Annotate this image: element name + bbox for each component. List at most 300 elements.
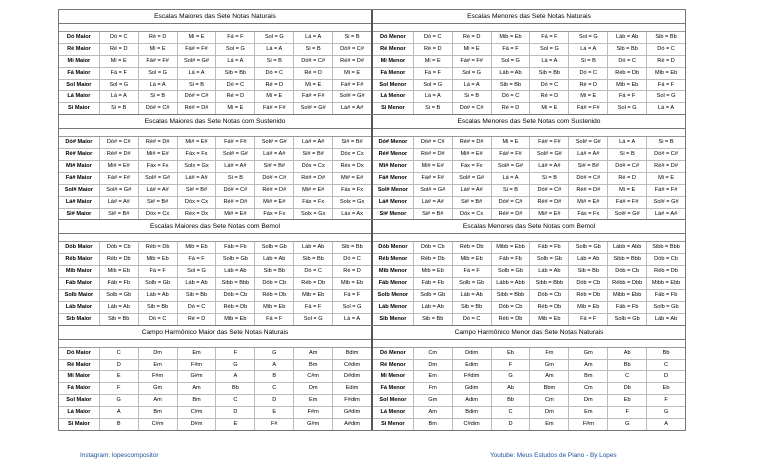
note-cell: Mibb = Ebb [651,280,681,287]
note-cell: Láb = Ab [255,254,294,265]
row-header-cell: Fáb Menor [373,278,414,289]
note-cell: Mib = Eb [340,280,364,287]
note-cell: Mib = Eb [294,290,333,301]
note-cell: C#m [178,407,217,418]
note-cell: Lá = A [255,44,294,55]
note-cell: Si = B [530,173,569,184]
note-cell: Fá = F [414,68,453,79]
note-cell: D [100,360,139,371]
table-row [373,173,685,185]
table-row [59,173,371,185]
note-cell: Sib = Bb [294,254,333,265]
note-cell: Solb = Gb [255,242,294,253]
row-header-cell: Si Menor [373,419,414,430]
note-cell: G [663,409,669,416]
note-cell: Sol# = G# [339,93,365,100]
table-title: Campo Harmônico Menor das Sete Notas Naturais [373,326,685,340]
note-cell: Fá = F [178,254,217,265]
note-cell: Dóx = Cx [340,151,364,158]
note-cell: Bm [569,371,608,382]
note-cell: Si = B [216,173,255,184]
note-cell: Mi# = E# [530,209,569,220]
note-cell: Sib = Bb [255,266,294,277]
note-cell: Sol = G [178,266,217,277]
note-cell: Lá = A [294,32,333,43]
spacer-row [373,234,685,242]
table-row [59,407,371,419]
note-cell: F [100,383,139,394]
note-cell: C [216,395,255,406]
note-cell: Lább = Abb [608,242,647,253]
row-header-cell: Lá Menor [373,91,414,102]
table-row [59,149,371,161]
table-row [59,266,371,278]
note-cell: Bbm [530,383,569,394]
note-cell: Fá = F [139,266,178,277]
note-cell: Réb = Db [100,254,139,265]
note-cell: Ré# = D# [492,209,531,220]
note-cell: Mi# = E# [178,137,217,148]
note-cell: Sol = G [255,32,294,43]
note-cell: Mi = E [100,56,139,67]
note-cell: Cm [414,348,453,359]
note-cell: Sol# = G# [216,149,255,160]
note-cell: Réb = Db [569,290,608,301]
note-cell: Mib = Eb [216,314,255,325]
note-cell: Dó# = C# [414,137,453,148]
row-header-cell: Lá Menor [373,407,414,418]
note-cell: Mi# = E# [294,185,333,196]
row-header-cell: Mib Maior [59,266,100,277]
note-cell: Ré = D [414,44,453,55]
note-cell: E [255,407,294,418]
note-cell: Lá# = A# [255,149,294,160]
note-cell: A [664,421,668,428]
note-cell: Mi# = E# [139,149,178,160]
table-row [59,348,371,360]
row-header-cell: Ré Maior [59,44,100,55]
note-cell: F#dim [344,397,360,404]
note-cell: C [664,361,669,368]
note-cell: Rébb = Dbb [608,278,647,289]
note-cell: Fá = F [492,44,531,55]
note-cell: Mi# = E# [453,149,492,160]
note-cell: Dó = C [453,314,492,325]
note-cell: Fáb = Fb [492,254,531,265]
note-cell: Mi# = E# [569,197,608,208]
row-header-cell: Mi# Maior [59,161,100,172]
row-header-cell: Sol# Menor [373,185,414,196]
note-cell: Solb = Gb [530,254,569,265]
note-cell: Lá = A [178,68,217,79]
table-row [373,254,685,266]
note-cell: Lá = A [608,137,647,148]
note-cell: Mib = Eb [100,266,139,277]
note-cell: Edim [345,385,359,392]
note-cell: Sol# = G# [294,103,333,114]
note-cell: Dób = Cb [654,256,678,263]
table-row [59,290,371,302]
note-cell: Lá = A [492,173,531,184]
note-cell: Si = B [178,80,217,91]
row-header-cell: Mi Maior [59,371,100,382]
table-row [59,360,371,372]
note-cell: E [100,371,139,382]
note-cell: Dóx = Cx [294,161,333,172]
note-cell: Lá# = A# [654,210,678,217]
note-cell: Mib = Eb [255,302,294,313]
note-cell: Ré# = D# [139,137,178,148]
note-cell: Fá# = F# [178,44,217,55]
note-cell: Láb = Ab [654,315,678,322]
note-cell: Mi = E [453,44,492,55]
note-cell: Sol = G [453,68,492,79]
note-cell: Fáx = Fx [178,149,217,160]
note-cell: Fá# = F# [216,137,255,148]
note-cell: Dó = C [657,45,675,52]
row-header-cell: Sol Maior [59,80,100,91]
table-row [373,185,685,197]
note-cell: Dó# = C# [178,91,217,102]
row-header-cell: Sol Menor [373,395,414,406]
note-cell: Solb = Gb [100,290,139,301]
table-title: Campo Harmônico Maior das Sete Notas Naturais [59,326,371,340]
note-cell: Mi# = E# [340,174,364,181]
table-row [373,360,685,372]
note-cell: Dó# = C# [654,151,678,158]
note-cell: Láb = Ab [294,242,333,253]
note-cell: Solb = Gb [653,303,679,310]
note-cell: Dób = Cb [492,302,531,313]
spacer-row [59,234,371,242]
row-header-cell: Fá# Menor [373,173,414,184]
note-cell: Láb = Ab [216,266,255,277]
note-cell: Sol# = G# [453,173,492,184]
note-cell: Lá = A [453,80,492,91]
note-cell: Fáx = Fx [453,161,492,172]
note-cell: Mi# = E# [414,161,453,172]
note-cell: Fá# = F# [100,173,139,184]
note-cell: Fá# = F# [255,103,294,114]
row-header-cell: Fá Menor [373,68,414,79]
table-row [373,68,685,80]
note-cell: Sibb = Bbb [492,290,531,301]
table-row [59,242,371,254]
note-cell: Sib = Bb [414,314,453,325]
row-header-cell: Mib Menor [373,266,414,277]
table-title: Escalas Maiores das Sete Notas com Sustenido [59,115,371,129]
note-cell: Solb = Gb [216,254,255,265]
note-cell: Solb = Gb [453,278,492,289]
note-cell: Mi = E [414,56,453,67]
note-cell: Ab [608,348,647,359]
note-cell: C#m [294,371,333,382]
note-cell: Ré# = D# [654,163,678,170]
note-cell: Sol = G [656,93,676,100]
section-3 [58,326,686,431]
note-cell: G [608,419,647,430]
note-cell: Si = B [255,56,294,67]
table-row [373,407,685,419]
note-cell: Dóx = Cx [178,197,217,208]
note-cell: C#dim [453,419,492,430]
table-row [373,197,685,209]
note-cell: Fá# = F# [414,173,453,184]
note-cell: Solb = Gb [139,278,178,289]
note-cell: Bb [216,383,255,394]
table-title: Escalas Menores das Sete Notas com Sustenido [373,115,685,129]
row-header-cell: Si Menor [373,103,414,114]
note-cell: Lá# = A# [178,173,217,184]
note-cell: Dó = C [294,266,333,277]
note-cell: F#m [294,407,333,418]
row-header-cell: Fá Maior [59,383,100,394]
note-cell: Dó# = C# [139,103,178,114]
note-cell: C [492,407,531,418]
row-header-cell: Mi Menor [373,56,414,67]
note-cell: Fá = F [453,266,492,277]
note-cell: Dó = C [608,56,647,67]
note-cell: F#dim [453,371,492,382]
note-cell: Mi = E [344,69,361,76]
note-cell: D [492,419,531,430]
table-row [59,44,371,56]
note-cell: Dó = C [139,314,178,325]
note-cell: Sol# = G# [139,173,178,184]
note-cell: Dm [414,360,453,371]
note-cell: Sol# = G# [530,149,569,160]
note-cell: Ré = D [255,80,294,91]
table-row [59,314,371,325]
note-cell: Em [569,407,608,418]
note-cell: A#dim [344,421,360,428]
note-cell: G [492,371,531,382]
note-cell: Dó = C [255,68,294,79]
row-header-cell: Dó Maior [59,348,100,359]
table-row [59,395,371,407]
note-cell: Mi = E [139,44,178,55]
note-cell: Fáb = Fb [414,278,453,289]
table-row [59,68,371,80]
note-cell: Fá = F [100,68,139,79]
note-cell: Sol# = G# [608,209,647,220]
note-cell: Ab [492,383,531,394]
table-row [373,371,685,383]
note-cell: Sol = G [530,44,569,55]
note-cell: Si = B [414,103,453,114]
table-row [59,383,371,395]
note-cell: D#dim [343,373,361,380]
section-0 [58,9,686,115]
note-cell: Si = B [658,139,674,146]
note-cell: Réx = Dx [178,209,217,220]
note-cell: Sib = Bb [216,68,255,79]
note-cell: Am [530,371,569,382]
note-cell: Mi# = E# [255,197,294,208]
table-left [59,115,373,219]
note-cell: Sol# = G# [414,185,453,196]
note-cell: A [216,371,255,382]
note-cell: F#m [569,419,608,430]
note-cell: Ré = D [569,80,608,91]
row-header-cell: Mi Menor [373,371,414,382]
note-cell: Si# = B# [569,161,608,172]
note-cell: Sol = G [100,80,139,91]
section-2 [58,220,686,325]
table-row [59,185,371,197]
note-cell: A [100,407,139,418]
note-cell: Láb = Ab [139,290,178,301]
note-cell: Sol# = G# [100,185,139,196]
note-cell: Fáb = Fb [608,302,647,313]
note-cell: Ré# = D# [255,185,294,196]
note-cell: Fáb = Fb [530,242,569,253]
note-cell: Bb [492,395,531,406]
row-header-cell: Si# Maior [59,209,100,220]
note-cell: Réb = Db [453,242,492,253]
row-header-cell: Dó Menor [373,348,414,359]
note-cell: Sol = G [608,103,647,114]
note-cell: Sibb = Bbb [652,244,680,251]
note-cell: Fá# = F# [139,56,178,67]
note-cell: Fá = F [216,32,255,43]
table-title: Escalas Maiores das Sete Notas com Bemol [59,220,371,234]
note-cell: Dób = Cb [216,290,255,301]
row-header-cell: Lá Maior [59,91,100,102]
row-header-cell: Láb Maior [59,302,100,313]
note-cell: Sol = G [414,80,453,91]
note-cell: Si# = B# [178,185,217,196]
note-cell: Ddim [453,348,492,359]
note-cell: Sib = Bb [655,34,677,40]
table-row [373,44,685,56]
row-header-cell: Sib Maior [59,314,100,325]
note-cell: Adim [453,395,492,406]
table-left [59,326,373,430]
note-cell: Réb = Db [654,268,678,275]
note-cell: Réb = Db [255,290,294,301]
note-cell: Lá = A [216,56,255,67]
row-header-cell: Láb Menor [373,302,414,313]
note-cell: Sol = G [342,303,362,310]
table-row [373,56,685,68]
note-cell: Ré = D [139,32,178,43]
row-header-cell: Ré Maior [59,360,100,371]
note-cell: Mi# = E# [100,161,139,172]
note-cell: Ré# = D# [530,197,569,208]
note-cell: Mib = Eb [178,242,217,253]
row-header-cell: Dób Menor [373,242,414,253]
table-right [373,220,685,324]
note-cell: Sol = G [492,56,531,67]
note-cell: C [608,371,647,382]
note-cell: Lá# = A# [569,149,608,160]
note-cell: Sol# = G# [569,137,608,148]
note-cell: Mib = Eb [453,254,492,265]
note-cell: Réb = Db [139,242,178,253]
note-cell: Ré# = D# [569,185,608,196]
note-cell: Si# = B# [414,209,453,220]
note-cell: Gdim [453,383,492,394]
note-cell: Dó# = C# [100,137,139,148]
note-cell: D [664,373,669,380]
row-header-cell: Dó Menor [373,32,414,43]
note-cell: Mi = E [294,80,333,91]
note-cell: Ré# = D# [216,197,255,208]
note-cell: Am [414,407,453,418]
note-cell: G [100,395,139,406]
note-cell: Dó = C [343,256,361,263]
table-row [373,290,685,302]
note-cell: Réb = Db [492,314,531,325]
note-cell: Dób = Cb [255,278,294,289]
note-cell: Réb = Db [530,302,569,313]
table-row [373,80,685,92]
note-cell: Gm [569,348,608,359]
note-cell: Gm [530,360,569,371]
note-cell: Dó# = C# [216,185,255,196]
table-row [59,137,371,149]
note-cell: Edim [453,360,492,371]
note-cell: Solx = Gx [178,161,217,172]
row-header-cell: Fáb Maior [59,278,100,289]
note-cell: Sol# = G# [255,137,294,148]
note-cell: Ré# = D# [294,173,333,184]
note-cell: F# [255,419,294,430]
note-cell: E [216,419,255,430]
note-cell: Dó = C [414,32,453,43]
table-row [373,32,685,44]
table-row [59,278,371,290]
table-row [373,302,685,314]
note-cell: Db [608,383,647,394]
table-row [373,383,685,395]
note-cell: Eb [608,395,647,406]
note-cell: Fá# = F# [340,81,364,88]
note-cell: F [492,360,531,371]
note-cell: Si = B [608,149,647,160]
note-cell: Dó = C [100,32,139,43]
note-cell: Sib = Bb [178,290,217,301]
note-cell: Mib = Eb [654,69,678,76]
note-cell: Solb = Gb [608,314,647,325]
note-cell: Dóx = Cx [139,209,178,220]
section-1 [58,115,686,220]
note-cell: Lá = A [658,105,675,112]
note-cell: D [255,395,294,406]
note-cell: Si# = B# [341,139,363,146]
row-header-cell: Si Maior [59,103,100,114]
table-row [59,419,371,430]
note-cell: Lá# = A# [139,185,178,196]
note-cell: Am [139,395,178,406]
note-cell: Sibb = Bbb [530,278,569,289]
table-title: Escalas Maiores das Sete Notas Naturais [59,10,371,24]
note-cell: Mi = E [608,185,647,196]
note-cell: Dób = Cb [530,290,569,301]
note-cell: Fá# = F# [294,91,333,102]
footer-instagram: Instagram: lopescompositor [80,452,159,459]
note-cell: Fm [530,348,569,359]
note-cell: Fá# = F# [492,149,531,160]
note-cell: Cm [530,395,569,406]
note-cell: Mibb = Ebb [608,290,647,301]
spacer-row [59,340,371,348]
note-cell: Si# = B# [139,197,178,208]
row-header-cell: Si Maior [59,419,100,430]
note-cell: Láb = Ab [608,32,647,43]
note-cell: Láb = Ab [530,266,569,277]
